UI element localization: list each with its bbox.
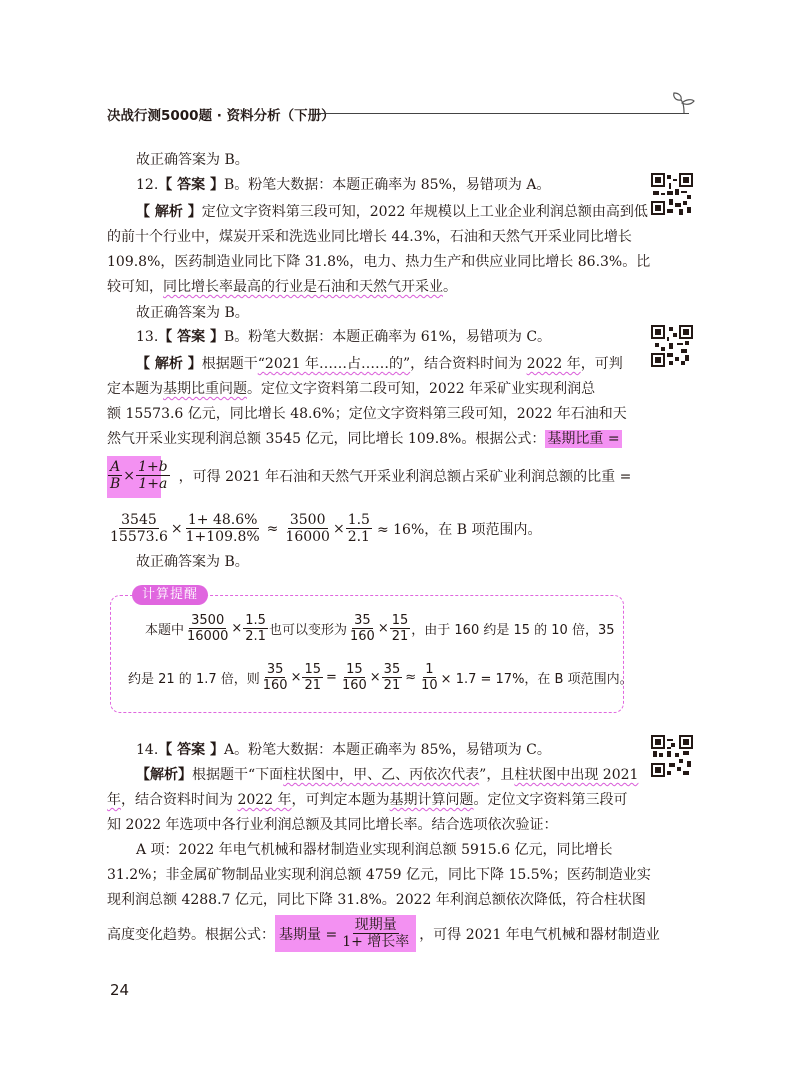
q14-explanation-line-2: 年，结合资料时间为 2022 年，可判定本题为基期计算问题。定位文字资料第三段可 (107, 792, 628, 808)
fraction: $\frac{1.5}{2.1}$ (347, 512, 370, 545)
answer-text: A。粉笔大数据：本题正确率为 85%，易错项为 C。 (224, 742, 551, 758)
fraction: $\frac{A}{B}$ (110, 459, 121, 492)
q13-formula-line: $\frac{A}{B}$ × $\frac{1+b}{1+a}$ ，可得 2021 年石油和天然气开采业利润总额占采矿业利润总额的比重 = (110, 459, 632, 492)
qr-code-icon (651, 325, 693, 367)
q14-formula-line: 高度变化趋势。根据公式： 基期量 = $\frac{\text{现期量}}{\text{1+ 增长率}}$ ，可得 2021 年电气机械和器材制造业 (107, 917, 660, 950)
question-number: 14. (136, 742, 159, 758)
header-rule (317, 113, 689, 114)
qr-code-icon (651, 735, 693, 777)
q13-answer-line (136, 327, 551, 347)
q14-explanation-line-4: A 项：2022 年电气机械和器材制造业实现利润总额 5915.6 亿元，同比增长 (136, 842, 613, 858)
q13-calculation-line: $\frac{3545}{15573.6}$ × $\frac{1+ 48.6\%}{1+109.8\%}$ ≈ $\frac{3500}{16000}$ × $\frac{1.5}{2.1}$ ≈ 16%，在 B 项范围内。 (110, 512, 542, 545)
fraction: $\frac{1+ 48.6\%}{1+109.8\%}$ (185, 512, 260, 545)
explanation-tag: 【解析】 (136, 767, 192, 783)
q13-conclusion: 故正确答案为 B。 (136, 554, 249, 570)
q12-answer-line (136, 175, 550, 195)
reminder-tag: 计算提醒 (132, 585, 208, 605)
conclusion-text: 故正确答案为 B。 (136, 152, 249, 168)
explanation-tag: 【 解析 】 (136, 356, 202, 372)
q12-conclusion: 故正确答案为 B。 (136, 305, 249, 321)
book-title: 决战行测5000题 · 资料分析（下册） (107, 108, 335, 124)
q14-explanation-line-1: 【解析】根据题干“下面柱状图中，甲、乙、丙依次代表”，且柱状图中出现 2021 (136, 767, 639, 783)
sprout-icon (671, 92, 697, 114)
explanation-tag: 【 解析 】 (136, 204, 202, 220)
q12-explanation-line-4: 较可知，同比增长率最高的行业是石油和天然气开采业。 (107, 279, 457, 295)
q13-explanation-line-1: 【 解析 】根据题干“2021 年……占……的”，结合资料时间为 2022 年，可判 (136, 356, 623, 372)
running-header (107, 98, 697, 128)
highlight-underline: 同比增长率最高的行业是石油和天然气开采业 (163, 279, 443, 295)
formula-highlight: 基期比重 = (547, 431, 620, 447)
q13-explanation-line-3: 额 15573.6 亿元，同比增长 48.6%；定位文字资料第三段可知，2022 年石油和天 (107, 406, 627, 422)
reminder-line-1: 本题中 $\frac{3500}{16000}$ × $\frac{1.5}{2.1}$ 也可以变形为 $\frac{35}{160}$ × $\frac{15}{21}$ ，由于 160 约是 15 的 10 倍，35 (145, 613, 615, 644)
q14-explanation-line-5: 31.2%；非金属矿物制品业实现利润总额 4759 亿元，同比下降 15.5%；医药制造业实 (107, 867, 651, 883)
fraction: $\frac{3545}{15573.6}$ (110, 512, 168, 545)
q12-explanation-line-1: 【 解析 】定位文字资料第三段可知，2022 年规模以上工业企业利润总额由高到低 (136, 204, 648, 220)
q12-explanation-line-3: 109.8%，医药制造业同比下降 31.8%，电力、热力生产和供应业同比增长 86.3%。比 (107, 254, 651, 270)
question-number: 12. (136, 177, 159, 193)
formula-highlight: 基期量 = $\frac{\text{现期量}}{\text{1+ 增长率}}$ (275, 915, 416, 952)
answer-tag: 【 答案 】 (158, 742, 225, 758)
fraction: $\frac{1+b}{1+a}$ (138, 459, 168, 492)
q13-explanation-line-4: 然气开采业实现利润总额 3545 亿元，同比增长 109.8%。根据公式： 基期比重 = (107, 431, 620, 447)
reminder-line-2: 约是 21 的 1.7 倍，则 $\frac{35}{160}$ × $\frac{15}{21}$ = $\frac{15}{160}$ × $\frac{35}{21}$ ≈ $\frac{1}{10}$ × 1.7 = 17%，在 B 项范围内。 (128, 662, 633, 693)
q14-explanation-line-3: 知 2022 年选项中各行业利润总额及其同比增长率。结合选项依次验证： (107, 817, 558, 833)
answer-text: B。粉笔大数据：本题正确率为 85%，易错项为 A。 (224, 177, 551, 193)
q13-explanation-line-2: 定本题为基期比重问题。定位文字资料第二段可知，2022 年采矿业实现利润总 (107, 381, 596, 397)
fraction: $\frac{3500}{16000}$ (285, 512, 330, 545)
answer-tag: 【 答案 】 (158, 177, 225, 193)
q12-explanation-line-2: 的前十个行业中，煤炭开采和洗选业同比增长 44.3%，石油和天然气开采业同比增长 (107, 229, 632, 245)
page-number: 24 (110, 981, 130, 999)
q14-explanation-line-6: 现利润总额 4288.7 亿元，同比下降 31.8%。2022 年利润总额依次降低，符合柱状图 (107, 892, 646, 908)
q14-answer-line (136, 740, 551, 760)
answer-tag: 【 答案 】 (158, 329, 225, 345)
question-number: 13. (136, 329, 159, 345)
qr-code-icon (651, 173, 693, 215)
answer-text: B。粉笔大数据：本题正确率为 61%，易错项为 C。 (224, 329, 552, 345)
